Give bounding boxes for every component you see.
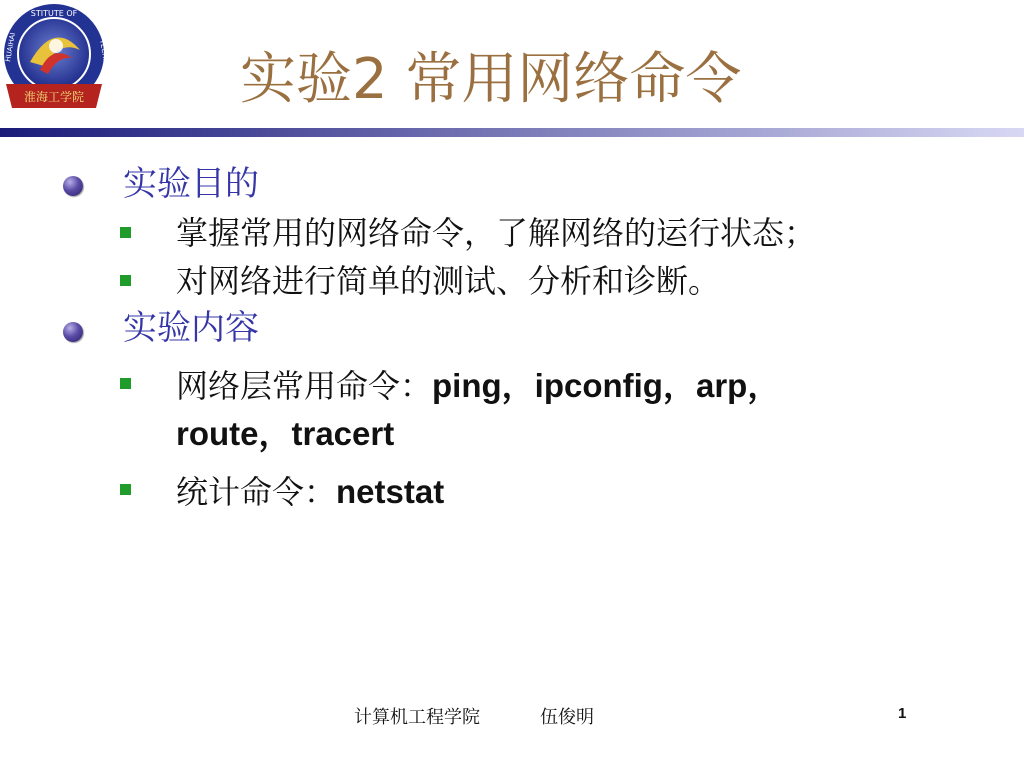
content-item-1-commands-cont: route，tracert (176, 415, 395, 452)
slide-title: 实验2 常用网络命令 (240, 47, 742, 112)
logo-banner-text: 淮海工学院 (23, 90, 85, 104)
footer-author: 伍俊明 (540, 707, 594, 728)
page-number: 1 (898, 705, 907, 722)
square-bullet-icon (120, 378, 131, 389)
content-item-1-line-2 (176, 412, 394, 456)
round-bullet-icon (63, 176, 83, 196)
content-item-1-commands: ping，ipconfig，arp， (432, 367, 781, 404)
square-bullet-icon (120, 227, 131, 238)
content-item-2 (176, 470, 444, 514)
svg-text:TECHNO: TECHNO (98, 38, 112, 70)
content-item-2-label: 统计命令： (176, 473, 337, 511)
content-item-1-label: 网络层常用命令： (176, 367, 433, 405)
section-heading-purpose: 实验目的 (123, 164, 259, 204)
content-item-1-line-1 (176, 364, 780, 408)
svg-text:STITUTE OF: STITUTE OF (30, 9, 78, 18)
purpose-item-1: 掌握常用的网络命令，了解网络的运行状态； (176, 214, 817, 252)
content-item-2-command: netstat (336, 473, 445, 510)
round-bullet-icon (63, 322, 83, 342)
square-bullet-icon (120, 275, 131, 286)
section-heading-content: 实验内容 (123, 308, 259, 348)
purpose-item-2: 对网络进行简单的测试、分析和诊断。 (176, 262, 721, 300)
square-bullet-icon (120, 484, 131, 495)
footer-school: 计算机工程学院 (354, 707, 480, 728)
svg-text:HUAIHAI: HUAIHAI (4, 32, 18, 63)
